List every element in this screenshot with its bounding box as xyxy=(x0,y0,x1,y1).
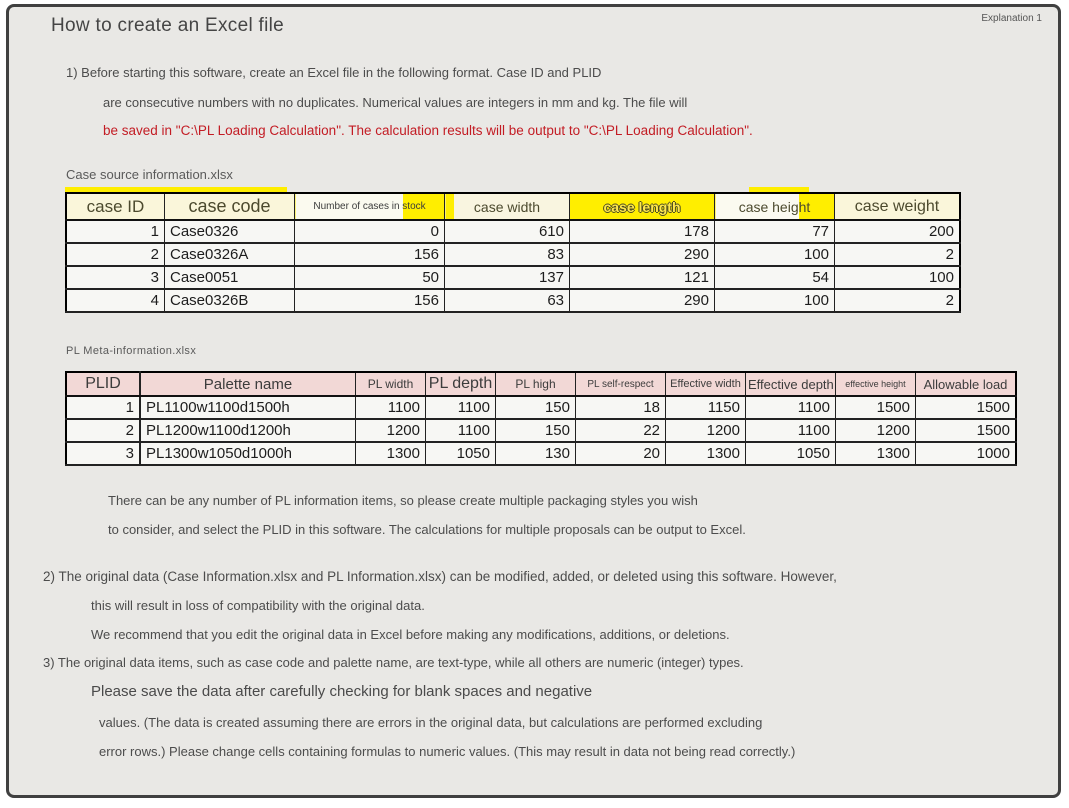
table-cell: 1100 xyxy=(746,419,836,442)
table-cell: 4 xyxy=(66,289,165,312)
table-row xyxy=(66,266,960,289)
table-cell: 22 xyxy=(576,419,666,442)
table-cell: 1100 xyxy=(746,396,836,419)
column-header: PL width xyxy=(356,372,426,396)
table-cell: 1500 xyxy=(916,396,1017,419)
column-header: PL self-respect xyxy=(576,372,666,396)
column-header: case length xyxy=(570,193,715,220)
table-cell: 1 xyxy=(66,220,165,243)
explanation-panel xyxy=(6,4,1061,798)
table-cell: 1200 xyxy=(666,419,746,442)
column-header: case weight xyxy=(835,193,961,220)
table-row xyxy=(66,243,960,266)
table-row xyxy=(66,396,1016,419)
table-cell: 54 xyxy=(715,266,835,289)
table-cell: 100 xyxy=(715,289,835,312)
table-cell: 100 xyxy=(835,266,961,289)
table-cell: Case0051 xyxy=(165,266,295,289)
table-cell: 156 xyxy=(295,289,445,312)
case-table-filename: Case source information.xlsx xyxy=(66,167,233,182)
table-cell: 1300 xyxy=(666,442,746,465)
table-cell: 1050 xyxy=(426,442,496,465)
table-cell: 100 xyxy=(715,243,835,266)
note-line: There can be any number of PL information items, so please create multiple packaging styles you wish xyxy=(108,493,698,508)
table-header-row xyxy=(66,372,1016,396)
page-title: How to create an Excel file xyxy=(51,15,285,36)
column-header: case width xyxy=(445,193,570,220)
table-cell: 1200 xyxy=(836,419,916,442)
table-cell: 3 xyxy=(66,266,165,289)
table-cell: 1100 xyxy=(356,396,426,419)
table-cell: 290 xyxy=(570,289,715,312)
table-cell: 1050 xyxy=(746,442,836,465)
table-cell: Case0326A xyxy=(165,243,295,266)
table-row xyxy=(66,289,960,312)
corner-label: Explanation 1 xyxy=(981,13,1042,24)
table-cell: 130 xyxy=(496,442,576,465)
table-cell: 77 xyxy=(715,220,835,243)
instruction-line: error rows.) Please change cells containing formulas to numeric values. (This may result in data not being read correctly.) xyxy=(99,744,796,759)
table-cell: 156 xyxy=(295,243,445,266)
table-cell: 63 xyxy=(445,289,570,312)
column-header: PL high xyxy=(496,372,576,396)
table-cell: 2 xyxy=(66,243,165,266)
table-cell: 1300 xyxy=(836,442,916,465)
table-cell: Case0326B xyxy=(165,289,295,312)
column-header: effective height xyxy=(836,372,916,396)
table-cell: 1000 xyxy=(916,442,1017,465)
table-cell: Case0326 xyxy=(165,220,295,243)
table-cell: 0 xyxy=(295,220,445,243)
table-cell: 610 xyxy=(445,220,570,243)
column-header: case ID xyxy=(66,193,165,220)
table-row xyxy=(66,442,1016,465)
table-cell: 18 xyxy=(576,396,666,419)
table-header-row xyxy=(66,193,960,220)
table-cell: 20 xyxy=(576,442,666,465)
table-cell: 1300 xyxy=(356,442,426,465)
table-cell: 50 xyxy=(295,266,445,289)
column-header: Effective depth xyxy=(746,372,836,396)
column-header: PLID xyxy=(66,372,140,396)
table-cell: 150 xyxy=(496,419,576,442)
column-header: case height xyxy=(715,193,835,220)
instruction-line: We recommend that you edit the original data in Excel before making any modifications, additions, or deletions. xyxy=(91,627,730,642)
case-source-table xyxy=(65,192,961,313)
table-cell: 1100 xyxy=(426,396,496,419)
instruction-line: are consecutive numbers with no duplicates. Numerical values are integers in mm and kg. The file will xyxy=(103,95,688,110)
table-cell: 3 xyxy=(66,442,140,465)
table-cell: 121 xyxy=(570,266,715,289)
table-row xyxy=(66,220,960,243)
instruction-line: 3) The original data items, such as case code and palette name, are text-type, while all others are numeric (integer) types. xyxy=(43,655,744,670)
column-header: case code xyxy=(165,193,295,220)
pl-table-filename: PL Meta-information.xlsx xyxy=(66,345,197,357)
table-cell: 1200 xyxy=(356,419,426,442)
column-header: Palette name xyxy=(140,372,356,396)
instruction-line: 2) The original data (Case Information.xlsx and PL Information.xlsx) can be modified, added, or deleted using this software. However, xyxy=(43,569,837,584)
table-cell: 137 xyxy=(445,266,570,289)
table-cell: 1 xyxy=(66,396,140,419)
table-cell: 2 xyxy=(835,243,961,266)
instruction-line: Please save the data after carefully checking for blank spaces and negative xyxy=(91,683,593,700)
table-cell: 1500 xyxy=(916,419,1017,442)
pl-meta-table xyxy=(65,371,1017,466)
table-cell: PL1300w1050d1000h xyxy=(140,442,356,465)
table-cell: 150 xyxy=(496,396,576,419)
instruction-line: values. (The data is created assuming there are errors in the original data, but calculations are performed excluding xyxy=(99,715,763,730)
table-cell: 83 xyxy=(445,243,570,266)
instruction-line: this will result in loss of compatibility with the original data. xyxy=(91,598,425,613)
instruction-line: 1) Before starting this software, create an Excel file in the following format. Case ID and PLID xyxy=(66,65,602,80)
table-cell: 1100 xyxy=(426,419,496,442)
table-cell: 178 xyxy=(570,220,715,243)
column-header: Number of cases in stock xyxy=(295,193,445,220)
table-cell: PL1200w1100d1200h xyxy=(140,419,356,442)
column-header: PL depth xyxy=(426,372,496,396)
table-cell: 2 xyxy=(66,419,140,442)
table-row xyxy=(66,419,1016,442)
table-cell: PL1100w1100d1500h xyxy=(140,396,356,419)
instruction-line-save-path: be saved in "C:\PL Loading Calculation". The calculation results will be output to "C:\PL Loading Calculation". xyxy=(103,123,753,138)
column-header: Effective width xyxy=(666,372,746,396)
table-cell: 1150 xyxy=(666,396,746,419)
table-cell: 200 xyxy=(835,220,961,243)
table-cell: 1500 xyxy=(836,396,916,419)
table-cell: 2 xyxy=(835,289,961,312)
note-line: to consider, and select the PLID in this software. The calculations for multiple proposals can be output to Excel. xyxy=(108,522,746,537)
table-cell: 290 xyxy=(570,243,715,266)
column-header: Allowable load xyxy=(916,372,1017,396)
